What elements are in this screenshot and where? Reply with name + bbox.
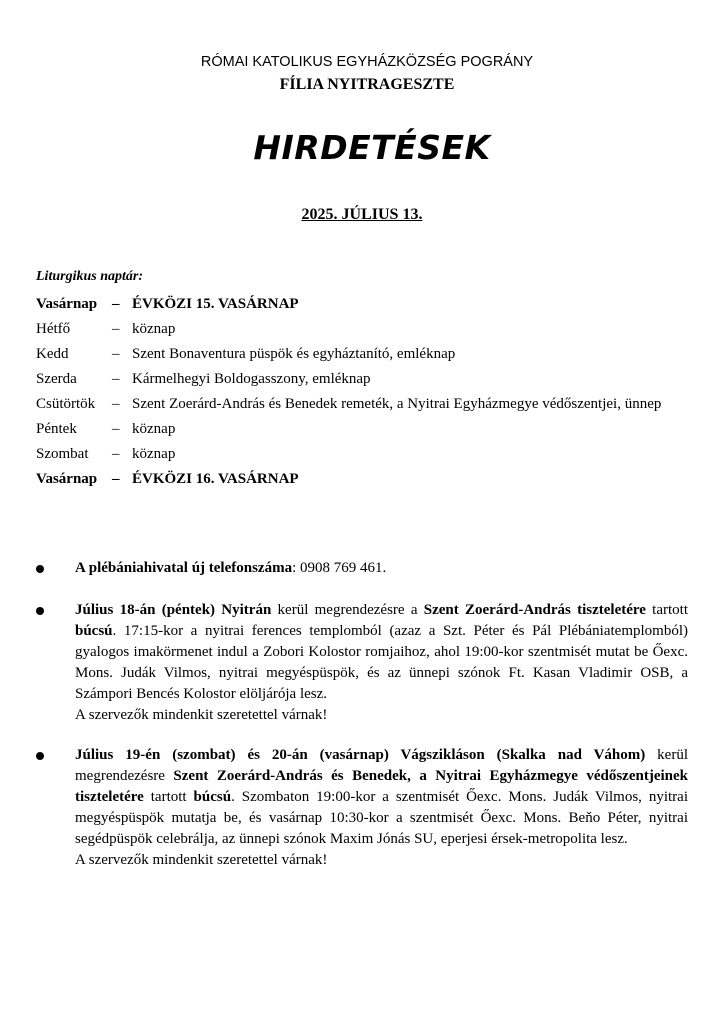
- filia-name: FÍLIA NYITRAGESZTE: [279, 76, 455, 93]
- calendar-description: köznap: [132, 421, 176, 437]
- announcement-closing: A szervezők mindenkit szeretettel várnak!: [75, 707, 328, 723]
- calendar-day: Szombat: [36, 446, 89, 462]
- announcement-plain-text: tartott: [645, 602, 689, 618]
- announcement-plain-text: tartott: [143, 789, 194, 805]
- announcement-bold-text: Szent Zoerárd-András tiszteletére: [423, 602, 646, 618]
- calendar-day: Péntek: [36, 421, 77, 437]
- calendar-day: Hétfő: [36, 321, 71, 337]
- announcement-bold-text: on: [468, 747, 497, 763]
- calendar-description: ÉVKÖZI 15. VASÁRNAP: [132, 296, 299, 312]
- announcement-bold-text: búcsú: [193, 789, 232, 805]
- liturgical-calendar: [36, 294, 686, 494]
- announcement-bold-text: Július 18-án (péntek) Nyitrán: [75, 602, 272, 618]
- calendar-row: [36, 344, 686, 364]
- calendar-description: Kármelhegyi Boldogasszony, emléknap: [132, 371, 371, 387]
- calendar-day: Kedd: [36, 346, 69, 362]
- page-title: HIRDETÉSEK: [253, 128, 491, 167]
- calendar-day: Csütörtök: [36, 396, 96, 412]
- calendar-description: ÉVKÖZI 16. VASÁRNAP: [132, 471, 299, 487]
- calendar-day: Vasárnap: [36, 471, 98, 487]
- announcement-text: [75, 600, 688, 726]
- announcement-text: [75, 558, 688, 579]
- calendar-day: Szerda: [36, 371, 77, 387]
- announcement-plain-text: kerül megrendezésre a: [271, 602, 424, 618]
- announcement-text: [75, 745, 688, 871]
- calendar-day: Vasárnap: [36, 296, 98, 312]
- calendar-row: [36, 294, 686, 314]
- calendar-row: [36, 444, 686, 464]
- announcement-bold-text: (Skalka nad Váhom): [496, 747, 646, 763]
- calendar-dash: –: [112, 346, 120, 362]
- calendar-dash: –: [112, 296, 120, 312]
- calendar-dash: –: [112, 371, 120, 387]
- calendar-dash: –: [112, 421, 120, 437]
- parish-name: RÓMAI KATOLIKUS EGYHÁZKÖZSÉG POGRÁNY: [200, 54, 534, 70]
- calendar-dash: –: [112, 471, 120, 487]
- announcement-bold-text: Szent Zoerárd-András és Benedek, a Nyitrai Egyházmegye védőszentjeinek tiszteletére: [75, 768, 688, 805]
- liturgical-calendar-label: Liturgikus naptár:: [36, 269, 143, 284]
- calendar-dash: –: [112, 321, 120, 337]
- calendar-description: Szent Zoerárd-András és Benedek remeték, a Nyitrai Egyházmegye védőszentjei, ünnep: [132, 396, 662, 412]
- announcement-plain-text: kerül megrendezésre: [75, 747, 688, 784]
- calendar-dash: –: [112, 446, 120, 462]
- announcement-bold-text: Július 19-én (szombat) és 20-án (vasárnap) Vágsziklás: [75, 747, 469, 763]
- calendar-description: köznap: [132, 321, 176, 337]
- announcement-vagszriklas-bucsu: [36, 745, 688, 871]
- calendar-row: [36, 419, 686, 439]
- announcement-nyitra-bucsu: [36, 600, 688, 726]
- announcement-closing: A szervezők mindenkit szeretettel várnak!: [75, 852, 328, 868]
- calendar-description: köznap: [132, 446, 176, 462]
- bullet-icon: [36, 607, 44, 615]
- announcement-paragraph: [75, 745, 688, 850]
- calendar-dash: –: [112, 396, 120, 412]
- calendar-row: [36, 369, 686, 389]
- bullet-icon: [36, 752, 44, 760]
- calendar-row: [36, 394, 686, 414]
- announcement-plain-text: . Szombaton 19:00-kor a szentmisét Őexc. Mons. Judák Vilmos, nyitrai megyéspüspök mutatja be, és vasárnap 10:30-kor a szentmisét Őexc. Mons. Beňo Péter, nyitrai segédpüspök celebrálja, az ünnepi szónok Maxim Jónás SU, eperjesi érsek-metropolita lesz.: [75, 789, 688, 847]
- calendar-row: [36, 469, 686, 489]
- calendar-row: [36, 319, 686, 339]
- announcement-paragraph: [75, 600, 688, 705]
- announcement-bold-text: A plébániahivatal új telefonszáma: [75, 560, 293, 576]
- announcement-date: 2025. JÚLIUS 13.: [301, 206, 423, 223]
- calendar-description: Szent Bonaventura püspök és egyháztanító, emléknap: [132, 346, 456, 362]
- bullet-icon: [36, 565, 44, 573]
- announcement-phone: [36, 558, 688, 579]
- announcement-plain-text: . 17:15-kor a nyitrai ferences templomból (azaz a Szt. Péter és Pál Plébániatemplomból) gyalogos imakörmenet indul a Zobori Kolostor romjaihoz, ahol 19:00-kor szentmisét mutat be Őexc. Mons. Judák Vilmos, nyitrai megyéspüspök, és az ünnepi szónok Ft. Kasan Vladimir OSB, a Számpori Bencés Kolostor elöljárója lesz.: [75, 623, 688, 702]
- announcement-bold-text: búcsú: [75, 623, 113, 639]
- announcement-phone-number: : 0908 769 461.: [292, 560, 387, 576]
